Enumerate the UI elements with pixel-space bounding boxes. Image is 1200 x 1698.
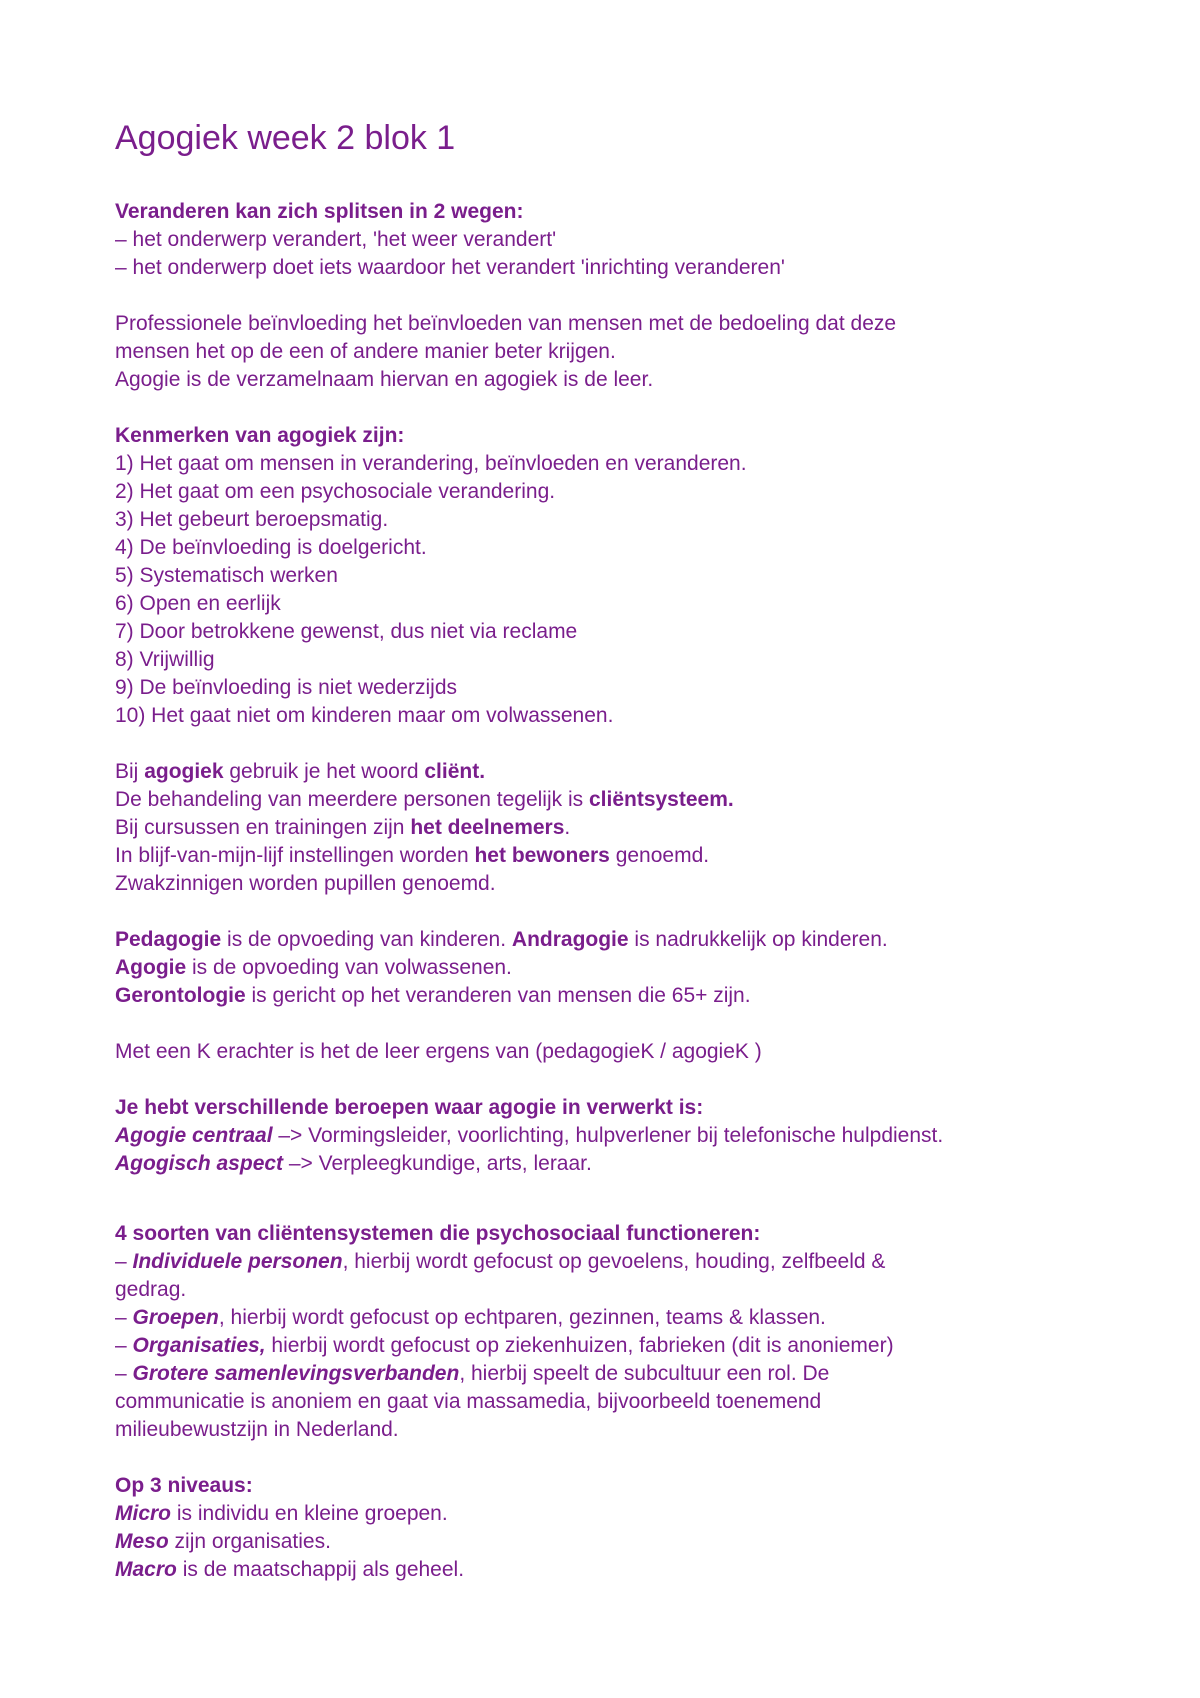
paragraph-line: Micro is individu en kleine groepen. xyxy=(115,1502,448,1525)
list-item: 2) Het gaat om een psychosociale verandering. xyxy=(115,480,556,503)
list-item: – Groepen, hierbij wordt gefocust op echtparen, gezinnen, teams & klassen. xyxy=(115,1306,826,1329)
paragraph-line: Pedagogie is de opvoeding van kinderen. Andragogie is nadrukkelijk op kinderen. xyxy=(115,928,888,951)
section-heading-soorten: 4 soorten van cliëntensystemen die psychosociaal functioneren: xyxy=(115,1222,761,1245)
section-heading-kenmerken: Kenmerken van agogiek zijn: xyxy=(115,424,405,447)
list-item: 9) De beïnvloeding is niet wederzijds xyxy=(115,676,458,699)
list-item: 6) Open en eerlijk xyxy=(115,592,281,615)
paragraph-line: Agogie centraal –> Vormingsleider, voorlichting, hulpverlener bij telefonische hulpdienst. xyxy=(115,1124,944,1147)
list-item-continuation: gedrag. xyxy=(115,1278,187,1301)
paragraph-line: Bij agogiek gebruik je het woord cliënt. xyxy=(115,760,486,783)
paragraph-line: Zwakzinnigen worden pupillen genoemd. xyxy=(115,872,496,895)
list-item: 4) De beïnvloeding is doelgericht. xyxy=(115,536,427,559)
paragraph-line: Bij cursussen en trainingen zijn het deelnemers. xyxy=(115,816,571,839)
document-body xyxy=(115,118,1115,1584)
paragraph-line: Agogie is de opvoeding van volwassenen. xyxy=(115,956,512,979)
list-item-continuation: milieubewustzijn in Nederland. xyxy=(115,1418,399,1441)
list-item: – Organisaties, hierbij wordt gefocust op ziekenhuizen, fabrieken (dit is anoniemer) xyxy=(115,1334,894,1357)
list-item: 3) Het gebeurt beroepsmatig. xyxy=(115,508,389,531)
paragraph-line: Agogie is de verzamelnaam hiervan en agogiek is de leer. xyxy=(115,368,654,391)
paragraph-line: Meso zijn organisaties. xyxy=(115,1530,331,1553)
paragraph-line: – het onderwerp doet iets waardoor het verandert 'inrichting veranderen' xyxy=(115,256,785,279)
paragraph-line: – het onderwerp verandert, 'het weer verandert' xyxy=(115,228,557,251)
paragraph-line: Professionele beïnvloeding het beïnvloeden van mensen met de bedoeling dat deze xyxy=(115,312,897,335)
list-item: – Grotere samenlevingsverbanden, hierbij speelt de subcultuur een rol. De xyxy=(115,1362,830,1385)
paragraph-line: mensen het op de een of andere manier beter krijgen. xyxy=(115,340,616,363)
paragraph-line: Macro is de maatschappij als geheel. xyxy=(115,1558,465,1581)
section-heading-beroepen: Je hebt verschillende beroepen waar agogie in verwerkt is: xyxy=(115,1096,704,1119)
paragraph-line: Agogisch aspect –> Verpleegkundige, arts, leraar. xyxy=(115,1152,592,1175)
paragraph-line: Met een K erachter is het de leer ergens van (pedagogieK / agogieK ) xyxy=(115,1040,762,1063)
list-item: 7) Door betrokkene gewenst, dus niet via reclame xyxy=(115,620,578,643)
paragraph-line: Gerontologie is gericht op het veranderen van mensen die 65+ zijn. xyxy=(115,984,751,1007)
list-item: 1) Het gaat om mensen in verandering, beïnvloeden en veranderen. xyxy=(115,452,747,475)
list-item: – Individuele personen, hierbij wordt gefocust op gevoelens, houding, zelfbeeld & xyxy=(115,1250,886,1273)
paragraph-line: De behandeling van meerdere personen tegelijk is cliëntsysteem. xyxy=(115,788,734,811)
list-item: 10) Het gaat niet om kinderen maar om volwassenen. xyxy=(115,704,614,727)
list-item: 5) Systematisch werken xyxy=(115,564,338,587)
list-item: 8) Vrijwillig xyxy=(115,648,215,671)
section-heading-niveaus: Op 3 niveaus: xyxy=(115,1474,253,1497)
paragraph-line: In blijf-van-mijn-lijf instellingen worden het bewoners genoemd. xyxy=(115,844,710,867)
section-heading-veranderen: Veranderen kan zich splitsen in 2 wegen: xyxy=(115,200,524,223)
page-title: Agogiek week 2 blok 1 xyxy=(115,119,456,157)
list-item-continuation: communicatie is anoniem en gaat via massamedia, bijvoorbeeld toenemend xyxy=(115,1390,822,1413)
